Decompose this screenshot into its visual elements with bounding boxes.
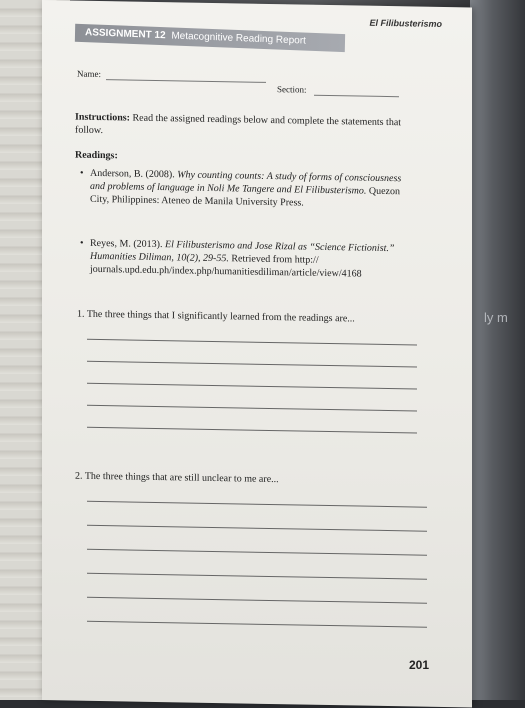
reading-item xyxy=(90,167,410,212)
reading-author: Anderson, B. (2008). xyxy=(90,167,175,181)
readings-label: Readings: xyxy=(75,149,118,162)
assignment-title: Metacognitive Reading Report xyxy=(171,30,306,47)
dark-backdrop xyxy=(470,0,525,700)
reading-item xyxy=(90,237,410,282)
answer-line[interactable] xyxy=(87,339,417,346)
answer-line[interactable] xyxy=(87,549,427,556)
reading-title: El Filibusterismo and Jose Rizal as “Science Fictionist.” Humanities Diliman, 10(2), 29-55. xyxy=(90,239,395,265)
answer-line[interactable] xyxy=(87,597,427,604)
assignment-header xyxy=(75,24,345,52)
section-label: Section: xyxy=(277,84,307,95)
reading-author: Reyes, M. (2013). xyxy=(90,237,163,251)
page-number: 201 xyxy=(408,658,429,672)
question-2: 2. The three things that are still unclear to me are... xyxy=(75,470,279,486)
assignment-number: ASSIGNMENT 12 xyxy=(84,27,166,42)
answer-line[interactable] xyxy=(87,361,417,368)
instructions xyxy=(75,111,405,143)
answer-line[interactable] xyxy=(87,621,427,628)
next-page-text: ly m xyxy=(484,310,508,325)
name-line[interactable] xyxy=(106,79,266,83)
reading-title: Why counting counts: A study of forms of consciousness and problems of language in Noli Me Tangere and El Filibusterismo. xyxy=(90,169,402,197)
section-line[interactable] xyxy=(314,95,399,97)
question-1: 1. The three things that I significantly learned from the readings are... xyxy=(77,308,355,325)
answer-line[interactable] xyxy=(87,383,417,390)
running-head: El Filibusterismo xyxy=(369,17,442,29)
instructions-label: Instructions: xyxy=(75,111,131,124)
answer-line[interactable] xyxy=(87,573,427,580)
name-label: Name: xyxy=(77,68,101,80)
answer-line[interactable] xyxy=(87,525,427,532)
book-page xyxy=(42,0,472,708)
reading-url: Retrieved from http:// journals.upd.edu.ph/index.php/humanitiesdiliman/article/view/4168 xyxy=(90,253,362,280)
answer-line[interactable] xyxy=(87,427,417,434)
answer-line[interactable] xyxy=(87,501,427,508)
answer-line[interactable] xyxy=(87,405,417,412)
reading-publisher: Quezon City, Philippines: Ateneo de Manila University Press. xyxy=(90,185,400,209)
instructions-text: Read the assigned readings below and complete the statements that follow. xyxy=(75,112,402,137)
